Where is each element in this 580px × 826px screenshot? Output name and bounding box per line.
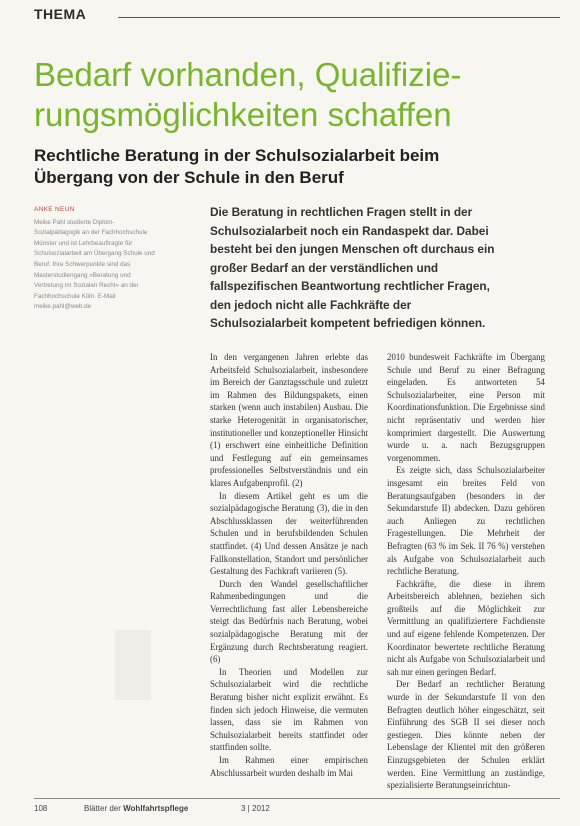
body-paragraph: In den vergangenen Jahren erlebte das Arbeitsfeld Schulsozialarbeit, insbesondere im Bereich der Ganztagsschule und zuletzt im Rahmen des Bildungspakets, einen starken (wenn auch instabilen) Ausbau. Die starke Heterogenität in organisatorischer, institutioneller und konzeptioneller Hinsicht (1) erschwert eine einheitliche Definition und Festlegung auf ein gemeinsames professionelles Selbstverständnis und ein klares Aufgabenprofil. (2)	[210, 352, 368, 488]
issue-year: 2012	[252, 804, 270, 813]
body-paragraph: 2010 bundesweit Fachkräfte im Übergang Schule und Beruf zu einer Befragung eingeladen. Es antworteten 54 Schulsozialarbeiter, eine Person mit Koordinationsfunktion. Die Ergebnisse sind nicht repräsentativ und werden hier komprimiert dargestellt. Die Auswertung wurde u. a. nach Bezugsgruppen vorgenommen.	[387, 352, 545, 463]
journal-name-bold: Wohlfahrtspflege	[123, 804, 189, 813]
journal-name-prefix: Blätter der	[84, 804, 124, 813]
section-label: THEMA	[34, 6, 87, 22]
author-photo-area	[115, 630, 151, 700]
author-bio: Meike Pahl studierte Diplom-Sozialpädagogik an der Fachhochschule Münster und ist Lehrbeauftragte für Schulsozialarbeit am Übergang Schule und Beruf. Ihre Schwerpunkte sind das Masterstudiengang »Beratung und Vertretung im Sozialen Recht« an der Fachhochschule Köln. E-Mail meike.pahl@web.de	[34, 218, 155, 311]
body-paragraph: In Theorien und Modellen zur Schulsozialarbeit wird die rechtliche Beratung bisher nicht explizit erwähnt. Es finden sich jedoch Hinweise, die vermuten lassen, dass sie im Rahmen von Schulsozialarbeit bereits stattfindet oder stattfinden sollte.	[210, 666, 368, 753]
issue-separator: 3 |	[241, 804, 250, 813]
author-name: ANKE NEUN	[34, 206, 75, 213]
page-number: 108	[34, 804, 48, 813]
lead-paragraph: Die Beratung in rechtlichen Fragen stellt in der Schulsozialarbeit noch ein Randaspekt dar. Dabei besteht bei den jungen Menschen oft durchaus ein großer Bedarf an der verständlichen und fallspezifischen Beantwortung rechtlicher Fragen, den jedoch nicht alle Fachkräfte der Schulsozialarbeit kompetent befriedigen können.	[210, 205, 495, 330]
body-paragraph: Der Bedarf an rechtlicher Beratung wurde in der Sekundarstufe II von den Befragten deutlich höher eingeschätzt, seit Einführung des SGB II sei dieser noch gestiegen. Dies könnte neben der Lebenslage der Klientel mit den größeren Einzugsgebieten der Schulen erklärt werden. Eine Vermittlung an zuständige, spezialisierte Beratungseinrichtun-	[387, 679, 545, 791]
body-paragraph: Durch den Wandel gesellschaftlicher Rahmenbedingungen und die Verrechtlichung fast aller Lebensbereiche steigt das Bedürfnis nach Beratung, wobei sozialpädagogische Beratung mit der Ergänzung durch Rechtsberatung reagiert. (6)	[210, 578, 368, 665]
body-paragraph: Es zeigte sich, dass Schulsozialarbeiter insgesamt ein breites Feld von Beratungsaufgaben (besonders in der Sekundarstufe II) abdecken. Dazu gehören auch Anliegen zu rechtlichen Fragestellungen. Die Mehrheit der Befragten (63 % im Sek. II 76 %) verstehen als Aufgabe von Schulsozialarbeit auch rechtliche Beratung.	[387, 465, 545, 577]
body-paragraph: In diesem Artikel geht es um die sozialpädagogische Beratung (3), die in den Abschlussklassen der weiterführenden Schulen und in berufsbildenden Schulen stattfindet. (4) Und dessen Ansätze je nach Fallkonstellation, Standort und persönlicher Gestaltung des Fachkraft variieren (5).	[210, 490, 368, 577]
body-column-right	[387, 351, 545, 792]
body-column-left	[210, 351, 368, 779]
footer-rule	[34, 798, 560, 799]
article-subtitle: Rechtliche Beratung in der Schulsozialarbeit beim Übergang von der Schule in den Beruf	[34, 146, 440, 187]
body-paragraph: Im Rahmen einer empirischen Abschlussarbeit wurden deshalb im Mai	[210, 755, 368, 778]
article-title: Bedarf vorhanden, Qualifizie-rungsmöglichkeiten schaffen	[34, 56, 462, 133]
body-paragraph: Fachkräfte, die diese in ihrem Arbeitsbereich ablehnen, beziehen sich großteils auf die Möglichkeit zur Vermittlung an qualifiziertere Fachdienste und auf eigene fehlende Kompetenzen. Der Koordinator bewertete rechtliche Beratung nicht als Aufgabe von Schulsozialarbeit und sah nur einen geringen Bedarf.	[387, 578, 545, 677]
section-rule	[118, 17, 560, 18]
journal-name	[84, 804, 188, 813]
author-box	[34, 205, 159, 313]
